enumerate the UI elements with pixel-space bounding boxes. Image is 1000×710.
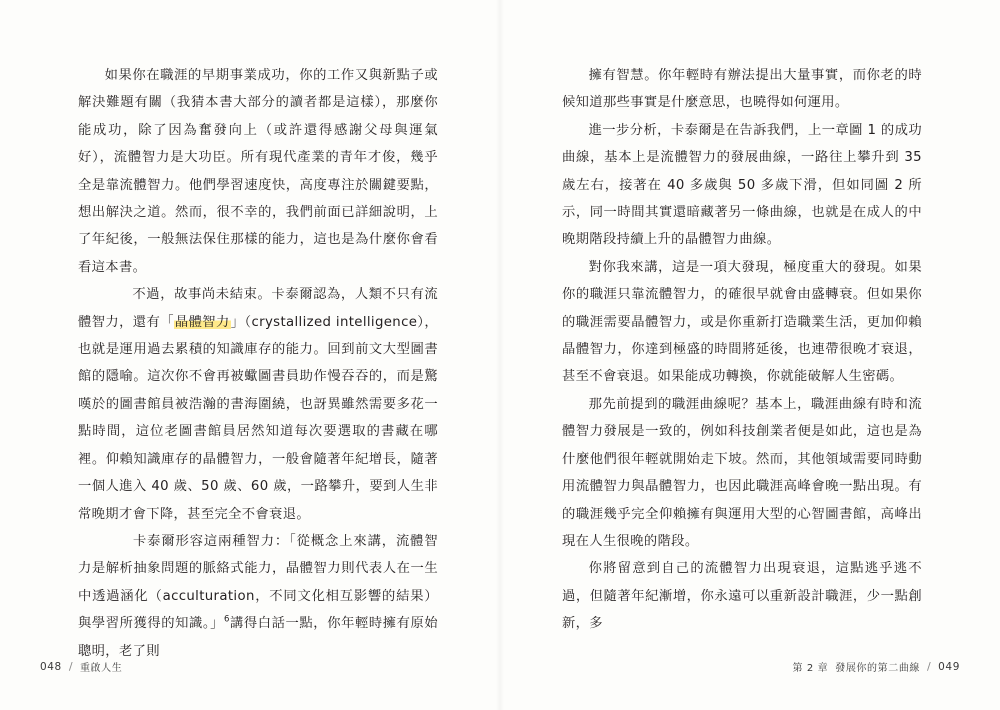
page-number: 048 <box>40 660 62 673</box>
left-page-body <box>78 62 438 665</box>
chapter-title: 發展你的第二曲線 <box>835 663 921 674</box>
right-page-body <box>562 62 922 638</box>
footnote-marker: 6 <box>224 614 230 625</box>
paragraph-text: 卡泰爾形容這兩種智力：「從概念上來講，流體智力是解析抽象問題的脈絡式能力，晶體智力則代表人在一生中透過涵化（acculturation，不同文化相互影響的結果）與學習所獲得的知識。」 <box>78 533 438 632</box>
page-number: 049 <box>938 660 960 673</box>
right-page <box>500 0 1000 710</box>
chapter-label: 第 2 章 <box>792 663 829 674</box>
right-page-footer <box>793 659 961 674</box>
paragraph: 你將留意到自己的流體智力出現衰退，這點逃乎逃不過，但隨著年紀漸增，你永遠可以重新設計職涯，少一點創新，多 <box>562 561 922 632</box>
footer-separator: / <box>927 660 932 673</box>
left-page-footer <box>40 659 122 674</box>
paragraph: 那先前提到的職涯曲線呢？基本上，職涯曲線有時和流體智力發展是一致的，例如科技創業者便是如此，這也是為什麼他們很年輕就開始走下坡。然而，其他領域需要同時動用流體智力與晶體智力，也因此職涯高峰會晚一點出現。有的職涯幾乎完全仰賴擁有與運用大型的心智圖書館，高峰出現在人生很晚的階段。 <box>562 396 922 549</box>
paragraph-text-tail: 講得白話一點，你年輕時擁有原始聰明，老了則 <box>78 616 438 659</box>
highlight-term: 晶體智力 <box>174 314 230 330</box>
paragraph: 擁有智慧。你年輕時有辦法提出大量事實，而你老的時候知道那些事實是什麼意思，也曉得如何運用。 <box>562 68 922 111</box>
running-head: 重啟人生 <box>79 663 123 674</box>
paragraph: 進一步分析，卡泰爾是在告訴我們，上一章圖 1 的成功曲線，基本上是流體智力的發展曲線，一路往上攀升到 35 歲左右，接著在 40 多歲與 50 多歲下滑，但如同圖 2 所示，同一時間其實還暗藏著另一條曲線，也就是在成人的中晚期階段持續上升的晶體智力曲線。 <box>562 122 922 248</box>
paragraph <box>78 528 438 665</box>
paragraph-text-part-a: 不過，故事尚未結束。卡泰爾認為，人類不只有流體智力，還有「 <box>78 287 438 330</box>
paragraph: 如果你在職涯的早期事業成功，你的工作又與新點子或解決難題有關（我猜本書大部分的讀者都是這樣），那麼你能成功，除了因為奮發向上（或許還得感謝父母與運氣好），流體智力是大功臣。所有現代產業的青年才俊，幾乎全是靠流體智力。他們學習速度快，高度專注於關鍵要點，想出解決之道。然而，很不幸的，我們前面已詳細說明，上了年紀後，一般無法保住那樣的能力，這也是為什麼你會看看這本書。 <box>78 68 438 275</box>
paragraph-text-part-b: 」（crystallized intelligence），也就是運用過去累積的知識庫存的能力。回到前文大型圖書館的隱喻。這次你不會再被蠍圖書員助作慢吞吞的，而是驚嘆於的圖書館員被浩瀚的書海圍繞，也訝異雖然需要多花一點時間，這位老圖書館員居然知道每次要選取的書藏在哪裡。仰賴知識庫存的晶體智力，一般會隨著年紀增長，隨著一個人進入 40 歲、50 歲、60 歲，一路攀升，要到人生非常晚期才會下降，甚至完全不會衰退。 <box>78 314 439 522</box>
footer-separator: / <box>68 660 73 673</box>
paragraph-with-highlight <box>78 281 438 528</box>
paragraph: 對你我來講，這是一項大發現，極度重大的發現。如果你的職涯只靠流體智力，的確很早就會由盛轉衰。但如果你的職涯需要晶體智力，或是你重新打造職業生活，更加仰賴晶體智力，你達到極盛的時間將延後，也連帶很晚才衰退，甚至不會衰退。如果能成功轉換，你就能破解人生密碼。 <box>562 259 922 385</box>
